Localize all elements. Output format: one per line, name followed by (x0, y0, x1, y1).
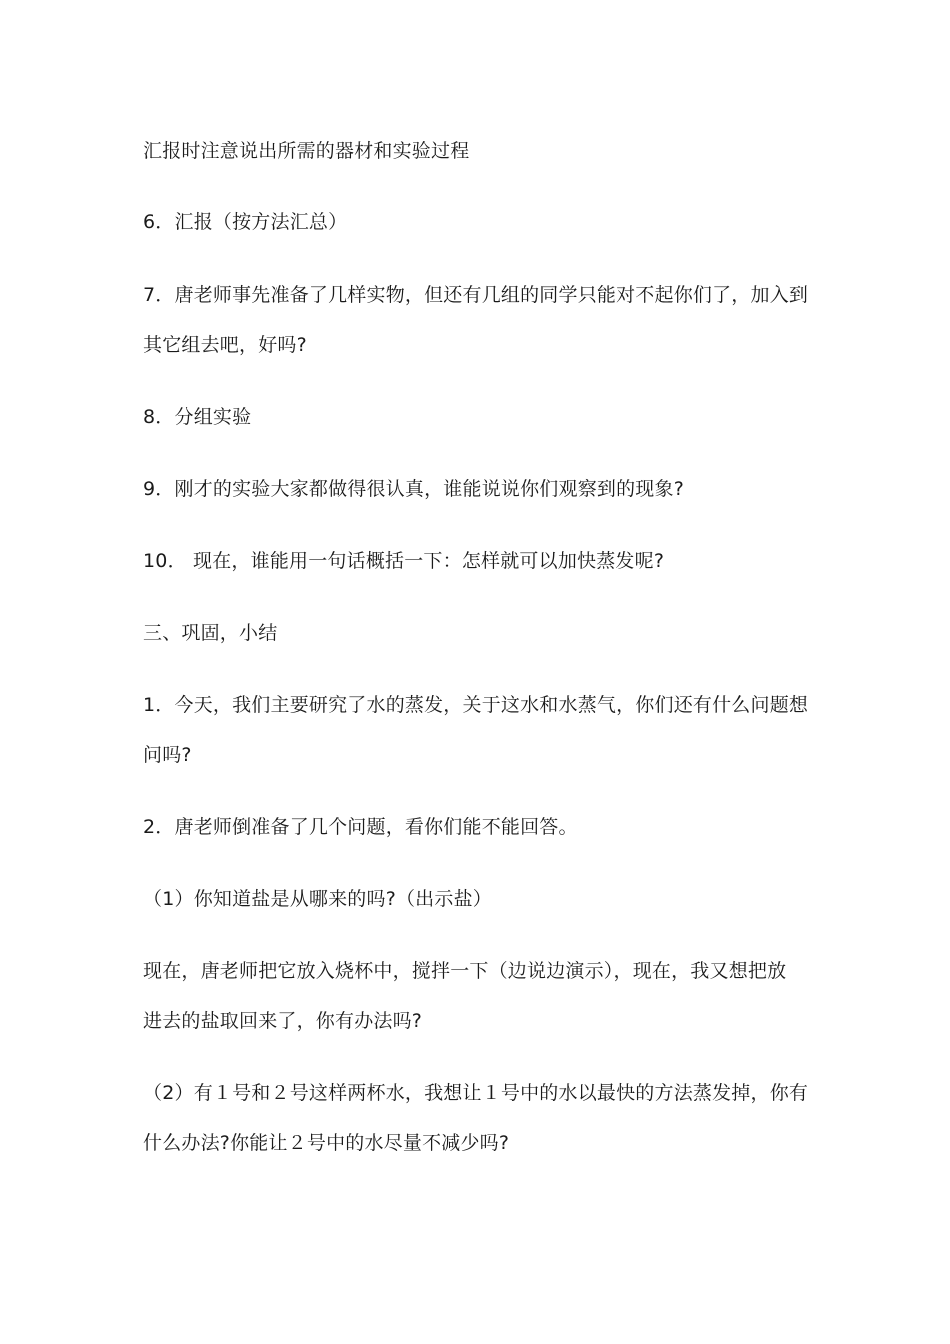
text-line-step-6: 6．汇报（按方法汇总） (143, 211, 348, 233)
text-line-step-10: 10． 现在，谁能用一句话概括一下：怎样就可以加快蒸发呢? (143, 550, 665, 572)
text-line-question-2: （2）有１号和２号这样两杯水，我想让１号中的水以最快的方法蒸发掉，你有 (143, 1082, 809, 1104)
text-line-step-7-cont: 其它组去吧，好吗? (143, 334, 307, 356)
text-line-question-2-cont: 什么办法?你能让２号中的水尽量不减少吗? (143, 1132, 510, 1154)
text-line-demo-cont: 进去的盐取回来了，你有办法吗? (143, 1010, 423, 1032)
section-heading-consolidate: 三、巩固，小结 (143, 622, 278, 644)
text-line-summary-1-cont: 问吗? (143, 744, 192, 766)
text-line-step-8: 8．分组实验 (143, 406, 252, 428)
text-line-demo: 现在，唐老师把它放入烧杯中，搅拌一下（边说边演示），现在，我又想把放 (143, 960, 787, 982)
text-line-question-1: （1）你知道盐是从哪来的吗?（出示盐） (143, 888, 492, 910)
text-line-report-note: 汇报时注意说出所需的器材和实验过程 (143, 140, 470, 162)
text-line-summary-1: 1．今天，我们主要研究了水的蒸发，关于这水和水蒸气，你们还有什么问题想 (143, 694, 809, 716)
text-line-step-7: 7．唐老师事先准备了几样实物，但还有几组的同学只能对不起你们了，加入到 (143, 284, 809, 306)
text-line-summary-2: 2．唐老师倒准备了几个问题，看你们能不能回答。 (143, 816, 578, 838)
text-line-step-9: 9．刚才的实验大家都做得很认真，谁能说说你们观察到的现象? (143, 478, 684, 500)
